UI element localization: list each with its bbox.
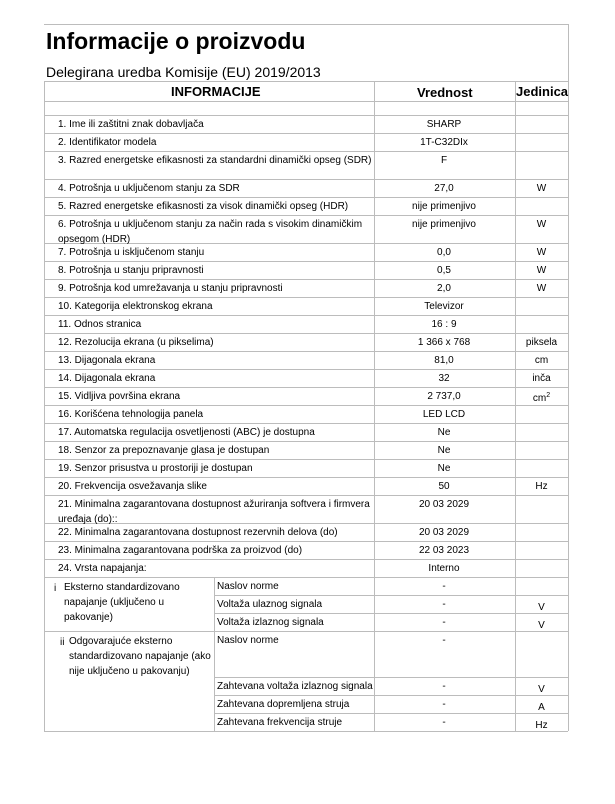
- grid-line: [44, 351, 568, 352]
- grid-line: [568, 24, 569, 731]
- grid-line: [44, 577, 568, 578]
- grid-line: [44, 405, 568, 406]
- row-value: F: [440, 155, 448, 166]
- row-unit: W: [536, 265, 547, 276]
- section-marker: i: [54, 583, 57, 594]
- param-value: -: [442, 635, 446, 646]
- param-name: Naslov norme: [217, 635, 279, 646]
- row-description: 20. Frekvencija osvežavanja slike: [58, 481, 207, 492]
- row-value: 81,0: [434, 355, 454, 366]
- row-value: nije primenjivo: [412, 201, 476, 212]
- row-value: Interno: [428, 563, 460, 574]
- row-unit: inča: [532, 373, 551, 384]
- param-unit: V: [538, 684, 545, 695]
- grid-line: [44, 541, 568, 542]
- grid-line: [44, 441, 568, 442]
- row-description: 22. Minimalna zagarantovana dostupnost rezervnih delova (do): [58, 527, 338, 538]
- unit-superscript: 2: [546, 392, 551, 399]
- row-value: LED LCD: [422, 409, 466, 420]
- param-value: -: [442, 617, 446, 628]
- row-unit: $cm^2$: [532, 392, 551, 404]
- grid-line: [44, 369, 568, 370]
- row-description: 21. Minimalna zagarantovana dostupnost ažuriranja softvera i firmvera uređaja (do)::: [58, 499, 370, 525]
- row-unit: cm: [534, 355, 549, 366]
- row-description: 16. Korišćena tehnologija panela: [58, 409, 204, 420]
- grid-line: [44, 179, 568, 180]
- row-description: 18. Senzor za prepoznavanje glasa je dostupan: [58, 445, 270, 456]
- row-description: 15. Vidljiva površina ekrana: [58, 391, 181, 402]
- param-unit: V: [538, 602, 545, 613]
- row-unit: Hz: [535, 481, 548, 492]
- grid-line: [44, 387, 568, 388]
- row-unit: W: [536, 283, 547, 294]
- page-subtitle: Delegirana uredba Komisije (EU) 2019/2013: [46, 64, 321, 80]
- grid-line: [44, 101, 568, 102]
- row-value: 20 03 2029: [418, 527, 470, 538]
- row-value: 32: [438, 373, 450, 384]
- row-description: 13. Dijagonala ekrana: [58, 355, 156, 366]
- row-unit: W: [536, 183, 547, 194]
- row-value: 50: [438, 481, 450, 492]
- grid-line: [44, 133, 568, 134]
- row-value: 1T-C32DIx: [420, 137, 468, 148]
- grid-line: [44, 297, 568, 298]
- grid-line: [44, 279, 568, 280]
- grid-line: [44, 333, 568, 334]
- row-value: Ne: [437, 445, 451, 456]
- row-description: 7. Potrošnja u isključenom stanju: [58, 247, 205, 258]
- row-value: 2 737,0: [427, 391, 461, 402]
- param-value: -: [442, 581, 446, 592]
- page-title: Informacije o proizvodu: [46, 28, 306, 54]
- grid-line: [44, 115, 568, 116]
- row-description: 3. Razred energetske efikasnosti za standardni dinamički opseg (SDR): [58, 155, 372, 166]
- grid-line: [44, 459, 568, 460]
- param-unit: V: [538, 620, 545, 631]
- grid-line: [44, 495, 568, 496]
- row-value: Ne: [437, 463, 451, 474]
- row-unit: piksela: [525, 337, 558, 348]
- param-name: Zahtevana voltaža izlaznog signala: [217, 681, 373, 692]
- row-description: 6. Potrošnja u uključenom stanju za način rada s visokim dinamičkim opsegom (HDR): [58, 219, 363, 245]
- header-value: Vrednost: [417, 85, 473, 100]
- row-description: 24. Vrsta napajanja:: [58, 563, 147, 574]
- row-description: 8. Potrošnja u stanju pripravnosti: [58, 265, 204, 276]
- param-name: Zahtevana frekvencija struje: [217, 717, 343, 728]
- row-description: 14. Dijagonala ekrana: [58, 373, 156, 384]
- grid-line: [44, 423, 568, 424]
- row-value: 27,0: [434, 183, 454, 194]
- row-description: 19. Senzor prisustva u prostoriji je dostupan: [58, 463, 253, 474]
- grid-line: [44, 151, 568, 152]
- grid-line: [44, 559, 568, 560]
- param-name: Zahtevana dopremljena struja: [217, 699, 350, 710]
- grid-line: [44, 315, 568, 316]
- grid-line: [44, 631, 568, 632]
- row-value: SHARP: [426, 119, 462, 130]
- row-value: Ne: [437, 427, 451, 438]
- row-description: 17. Automatska regulacija osvetljenosti (ABC) je dostupna: [58, 427, 315, 438]
- row-value: 22 03 2023: [418, 545, 470, 556]
- param-unit: A: [538, 702, 545, 713]
- grid-line: [44, 197, 568, 198]
- param-value: -: [442, 681, 446, 692]
- row-unit: W: [536, 247, 547, 258]
- row-description: 9. Potrošnja kod umrežavanja u stanju pripravnosti: [58, 283, 283, 294]
- row-description: 2. Identifikator modela: [58, 137, 157, 148]
- row-description: 11. Odnos stranica: [58, 319, 142, 330]
- grid-line: [44, 477, 568, 478]
- section-label: Eksterno standardizovano napajanje (uključeno u pakovanje): [64, 582, 180, 623]
- param-name: Voltaža izlaznog signala: [217, 617, 324, 628]
- header-unit: Jedinica: [516, 84, 569, 99]
- section-marker: ii: [60, 637, 65, 648]
- param-name: Voltaža ulaznog signala: [217, 599, 323, 610]
- row-value: 0,5: [437, 265, 451, 276]
- grid-line: [44, 261, 568, 262]
- row-description: 12. Rezolucija ekrana (u pikselima): [58, 337, 214, 348]
- row-value: 20 03 2029: [418, 499, 470, 510]
- header-info: INFORMACIJE: [171, 84, 261, 99]
- row-value: 1 366 x 768: [417, 337, 471, 348]
- row-description: 5. Razred energetske efikasnosti za visok dinamički opseg (HDR): [58, 201, 349, 212]
- param-value: -: [442, 717, 446, 728]
- param-name: Naslov norme: [217, 581, 279, 592]
- grid-line: [44, 24, 568, 25]
- row-value: Televizor: [424, 301, 464, 312]
- row-value: 0,0: [437, 247, 451, 258]
- row-value: 2,0: [437, 283, 451, 294]
- row-value: nije primenjivo: [412, 219, 476, 230]
- param-value: -: [442, 699, 446, 710]
- grid-line: [44, 731, 568, 732]
- grid-line: [44, 81, 568, 82]
- row-description: 10. Kategorija elektronskog ekrana: [58, 301, 213, 312]
- section-label: Odgovarajuće eksterno standardizovano napajanje (ako nije uključeno u pakovanju): [69, 636, 211, 677]
- grid-line: [515, 81, 516, 731]
- param-unit: Hz: [535, 720, 548, 731]
- param-value: -: [442, 599, 446, 610]
- grid-line: [44, 81, 45, 731]
- row-description: 23. Minimalna zagarantovana podrška za proizvod (do): [58, 545, 303, 556]
- grid-line: [44, 215, 568, 216]
- row-value: 16 : 9: [431, 319, 457, 330]
- row-description: 1. Ime ili zaštitni znak dobavljača: [58, 119, 204, 130]
- row-unit: W: [536, 219, 547, 230]
- row-description: 4. Potrošnja u uključenom stanju za SDR: [58, 183, 240, 194]
